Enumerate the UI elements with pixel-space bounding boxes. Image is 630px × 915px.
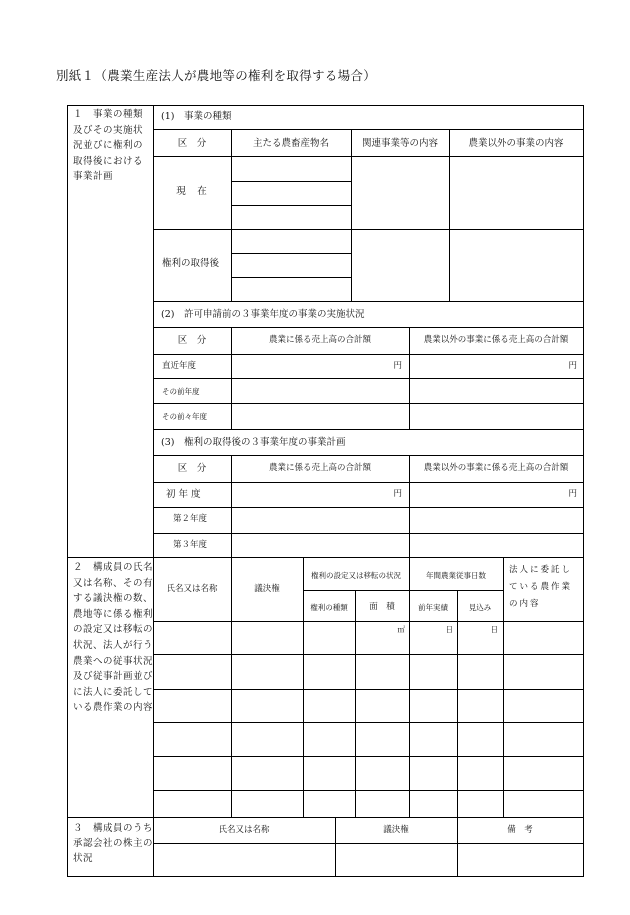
sec2-header-votes: 議決権 — [254, 584, 280, 594]
sec3-header-remarks: 備 考 — [507, 825, 533, 835]
sub3-header-farm-sales: 農業に係る売上高の合計額 — [268, 463, 371, 473]
sub3-row-first-year: 初 年 度 — [166, 489, 201, 500]
sub1-header-category: 区 分 — [177, 138, 207, 149]
document-title: 別紙１（農業生産法人が農地等の権利を取得する場合） — [56, 68, 377, 83]
sub2-header-farm-sales: 農業に係る売上高の合計額 — [268, 335, 371, 345]
section1-label: １ 事業の種類及びその実施状況並びに権利の取得後における事業計画 — [73, 109, 144, 182]
sub3-unit-non-farm: 円 — [568, 489, 577, 499]
sec3-header-name: 氏名又は名称 — [218, 825, 270, 835]
sub2-header-category: 区 分 — [177, 335, 207, 346]
sub1-header-main-product: 主たる農畜産物名 — [252, 138, 329, 149]
sub3-header-non-farm-sales: 農業以外の事業に係る売上高の合計額 — [423, 463, 569, 473]
sub1-row-after-acquisition: 権利の取得後 — [162, 258, 220, 269]
sub2-row-two-years-prior: その前々年度 — [162, 412, 207, 421]
sec2-header-farm-days: 年間農業従事日数 — [426, 571, 486, 580]
sub1-header-related-business: 関連事業等の内容 — [361, 138, 438, 149]
sec2-header-rights-type: 権利の種類 — [310, 603, 348, 612]
sub3-heading: (3) 権利の取得後の３事業年度の事業計画 — [161, 437, 346, 448]
sub2-row-latest-year: 直近年度 — [162, 361, 197, 371]
section2-label: ２ 構成員の氏名又は名称、その有する議決権の数、農地等に係る権利の設定又は移転の状況、法人が行う農業への従事状況及び従事計画並びに法人に委託している農作業の内容 — [73, 562, 154, 714]
application-form-table — [67, 105, 584, 877]
sub3-row-second-year: 第２年度 — [173, 514, 208, 524]
section3-label: ３ 構成員のうち承認会社の株主の状況 — [73, 823, 154, 864]
sub1-row-current: 現 在 — [176, 186, 208, 197]
sub2-unit-farm: 円 — [393, 361, 402, 371]
sec2-header-prev-actual: 前年実績 — [418, 603, 448, 612]
sub3-header-category: 区 分 — [177, 463, 207, 474]
sub2-header-non-farm-sales: 農業以外の事業に係る売上高の合計額 — [423, 335, 569, 345]
sec2-unit-area: ㎡ — [397, 625, 405, 634]
sec2-header-plan: 見込み — [468, 603, 492, 612]
sub2-row-previous-year: その前年度 — [162, 387, 200, 396]
sec2-header-rights-status: 権利の設定又は移転の状況 — [311, 571, 401, 580]
sec3-header-votes: 議決権 — [383, 825, 409, 835]
sec2-header-name: 氏名又は名称 — [166, 584, 218, 594]
sec2-header-area: 面 積 — [369, 602, 395, 612]
sec2-unit-plan: 日 — [490, 625, 498, 634]
sub2-heading: (2) 許可申請前の３事業年度の事業の実施状況 — [161, 309, 365, 320]
sub3-unit-farm: 円 — [393, 489, 402, 499]
sec2-unit-prev: 日 — [445, 625, 453, 634]
sub2-unit-non-farm: 円 — [568, 361, 577, 371]
sub1-header-non-farm-business: 農業以外の事業の内容 — [468, 138, 564, 149]
sec2-header-consigned-work: 法人に委託している農作業の内容 — [509, 565, 573, 609]
sub1-heading: (1) 事業の種類 — [161, 111, 232, 122]
sub3-row-third-year: 第３年度 — [173, 540, 208, 550]
